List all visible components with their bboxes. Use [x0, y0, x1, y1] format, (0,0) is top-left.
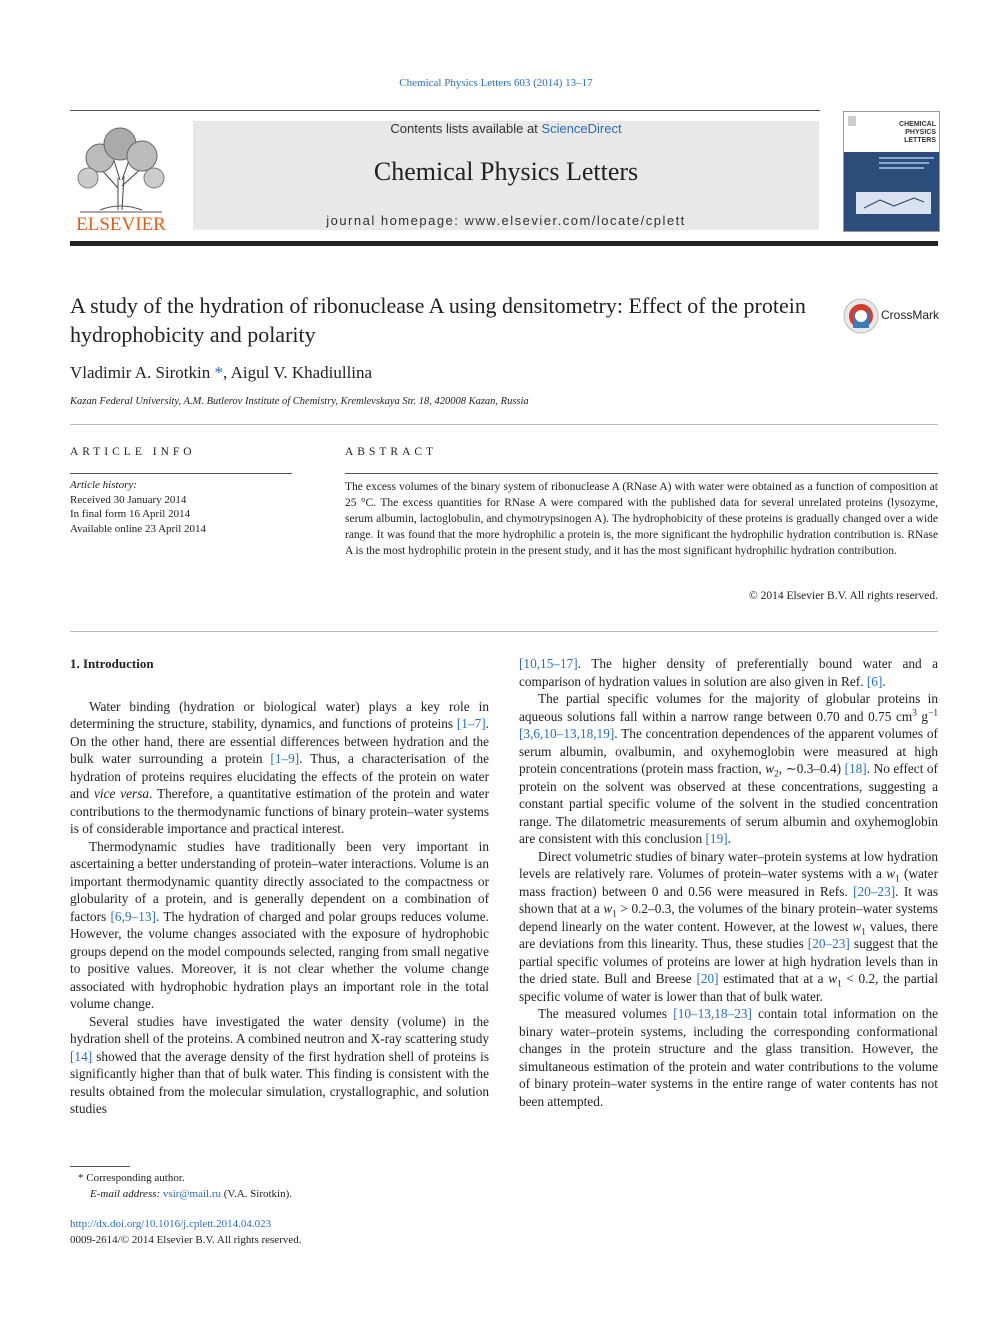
citation-link[interactable]: [10–13,18–23] [673, 1006, 752, 1021]
doi-block [70, 1216, 302, 1248]
history-label: Article history: [70, 479, 137, 491]
citation-link[interactable]: [20–23] [853, 883, 896, 899]
article-info-heading: ARTICLE INFO [70, 446, 196, 458]
contents-line [193, 121, 819, 136]
journal-cover-thumbnail[interactable] [843, 111, 940, 232]
journal-title: Chemical Physics Letters [373, 157, 639, 186]
article-history [70, 478, 206, 536]
citation-link[interactable]: [19] [705, 831, 728, 846]
article-title: A study of the hydration of ribonuclease A using densitometry: Effect of the protein hydrophobicity and polarity [70, 293, 806, 347]
citation-link[interactable]: [1–9] [270, 751, 300, 766]
abstract-copyright: © 2014 Elsevier B.V. All rights reserved. [749, 590, 938, 602]
abstract-rule [345, 473, 938, 474]
cover-elsevier-mark [848, 116, 856, 126]
email-link[interactable]: vsir@mail.ru [162, 1188, 222, 1200]
crossmark-icon [843, 298, 879, 334]
crossmark-badge[interactable] [843, 298, 943, 334]
footnote-mark: * [78, 1172, 84, 1184]
citation-link[interactable]: [14] [70, 1048, 93, 1064]
paragraph-continued: [10,15–17]. The higher density of preferentially bound water and a comparison of hydration values in solution are also given in Ref. [6]. [519, 656, 938, 689]
footnote-text: Corresponding author. [83, 1172, 185, 1184]
citation-link[interactable]: [20–23] [807, 936, 850, 951]
elsevier-logo [70, 118, 172, 234]
journal-cover-image [844, 112, 939, 231]
svg-text:CHEMICALPHYSICSLETTERS: CHEMICAL PHYSICS LETTERS [899, 121, 936, 144]
journal-reference[interactable]: Chemical Physics Letters 603 (2014) 13–17 [399, 77, 593, 89]
email-suffix: (V.A. Sirotkin). [221, 1188, 293, 1200]
crossmark-label: CrossMark [881, 308, 940, 322]
author-name: Vladimir A. Sirotkin [70, 363, 211, 382]
citation-link[interactable]: [6,9–13] [110, 908, 156, 924]
received-date: Received 30 January 2014 [70, 493, 187, 506]
cover-figure [856, 192, 931, 214]
citation-link[interactable]: [3,6,10–13,18,19] [519, 726, 615, 741]
author-list [70, 363, 372, 383]
paragraph: The measured volumes [10–13,18–23] contain total information on the binary water–protein systems, including the corresponding conformational changes in the protein structure and the glass transition. However, the simultaneous estimation of the protein and water contributions to the volume of binary protein–water systems in the entire range of water contents has not been attempted. [519, 1006, 938, 1109]
top-divider [70, 110, 820, 111]
contents-prefix: Contents lists available at [390, 121, 542, 136]
elsevier-tree-icon [78, 128, 164, 212]
paragraph: Several studies have investigated the water density (volume) in the hydration shell of the proteins. A combined neutron and X-ray scattering study [14] showed that the average density of the first hydration shell of proteins is significantly higher than that of bulk water. This finding is consistent with the results obtained from the molecular simulation, crystallographic, and solution studies [70, 1013, 489, 1116]
author-affiliation: Kazan Federal University, A.M. Butlerov Institute of Chemistry, Kremlevskaya Str. 18, 420008 Kazan, Russia [70, 396, 529, 407]
journal-homepage[interactable]: journal homepage: www.elsevier.com/locate/cplett [326, 213, 686, 228]
citation-link[interactable]: [1–7] [456, 716, 486, 731]
citation-link[interactable]: [6] [866, 673, 883, 689]
affiliation-divider [70, 424, 938, 425]
citation-link[interactable]: [18] [844, 761, 867, 776]
abstract-text: The excess volumes of the binary system of ribonuclease A (RNase A) with water were obtained as a function of composition at 25 °C. The excess quantities for RNase A were compared with the published data for several unrelated proteins (lysozyme, serum albumin, lactoglobulin, and chymotrypsinogen A). The hydrophobicity of these proteins is gradually changed over a wide range. It was found that the more hydrophilic a protein is, the more significant the hydrophilic hydration contribution is. RNase A is the most hydrophilic protein in the present study, and it has the most significant hydrophilic hydration contribution. [345, 481, 938, 557]
paragraph: Thermodynamic studies have traditionally been very important in ascertaining a better understanding of protein–water interactions. Volume is an important thermodynamic quantity directly associated to the compactness or globularity of a protein, and is generally dependent on a combination of factors [6,9–13]. The hydration of charged and polar groups reduces volume. However, the volume changes associated with the exposure of hydrophobic groups depend on the model compounds selected, ranging from small negative to positive values. Moreover, it is not clear whether the volume change associated with hydrophobic hydration plays an important role in the total volume change. [70, 838, 489, 1011]
paragraph: The partial specific volumes for the majority of globular proteins in aqueous solutions fall within a narrow range between 0.70 and 0.75 $cm^3$ $g^{-1}$ [3,6,10–13,18,19]. The concentration dependences of the apparent volumes of serum albumin, ovalbumin, and oxyhemoglobin were measured at high protein concentrations (protein mass fraction, $w_2$, ∼0.3–0.4) [18]. No effect of protein on the solvent was observed at these concentrations, suggesting a constant partial specific volume of the solvent in the studied concentration range. The dilatometric measurements of serum albumin and oxyhemoglobin are consistent with this conclusion [19]. [519, 691, 938, 846]
issn-copyright: 0009-2614/© 2014 Elsevier B.V. All rights reserved. [70, 1234, 302, 1246]
header-thick-rule [70, 241, 938, 246]
author-separator: , [223, 363, 231, 382]
revised-date: In final form 16 April 2014 [70, 508, 191, 520]
author-name: Aigul V. Khadiullina [230, 363, 373, 382]
citation-link[interactable]: [10,15–17] [519, 656, 578, 671]
abstract-divider [70, 631, 938, 632]
corresponding-author-mark[interactable]: * [210, 363, 223, 382]
footnote-rule [70, 1166, 130, 1167]
doi-link[interactable]: http://dx.doi.org/10.1016/j.cplett.2014.04.023 [70, 1218, 272, 1230]
paragraph: Direct volumetric studies of binary water–protein systems at low hydration levels are relatively rare. Volumes of protein–water systems with a $w_1$ (water mass fraction) between 0 and 0.56 were measured in Refs. [20–23]. It was shown that at a $w_1 > 0.2-0.3$, the volumes of the binary protein–water systems depend linearly on the water content. However, at the lowest $w_1$ values, there are deviations from this linearity. Thus, these studies [20–23] suggest that the partial specific volumes of proteins are lower at high hydration levels than in the dried state. Bull and Breese [20] estimated that at a $w_1 < 0.2$, the partial specific volume of water is lower than that of bulk water. [519, 848, 939, 1004]
section-heading-introduction: 1. Introduction [70, 656, 154, 671]
paragraph: Water binding (hydration or biological water) plays a key role in determining the structure, stability, dynamics, and functions of proteins [1–7]. On the other hand, there are essential differences between hydration and the bulk water surrounding a protein [1–9]. Thus, a characterisation of the hydration of proteins requires elucidating the effects of the protein on water and vice versa. Therefore, a quantitative estimation of the protein and water contributions to the thermodynamic functions of binary protein–water systems is of considerable importance and practical interest. [70, 698, 490, 836]
body-left-column [70, 655, 489, 1118]
online-date: Available online 23 April 2014 [70, 522, 207, 535]
citation-link[interactable]: [20] [696, 971, 719, 986]
abstract-heading: ABSTRACT [345, 446, 438, 458]
email-label: E-mail address: [90, 1188, 163, 1200]
corresponding-author-footnote [70, 1170, 292, 1202]
article-info-rule [70, 473, 292, 474]
sciencedirect-link[interactable]: ScienceDirect [541, 121, 622, 136]
body-right-column [519, 655, 938, 1110]
elsevier-wordmark: ELSEVIER [76, 214, 166, 234]
